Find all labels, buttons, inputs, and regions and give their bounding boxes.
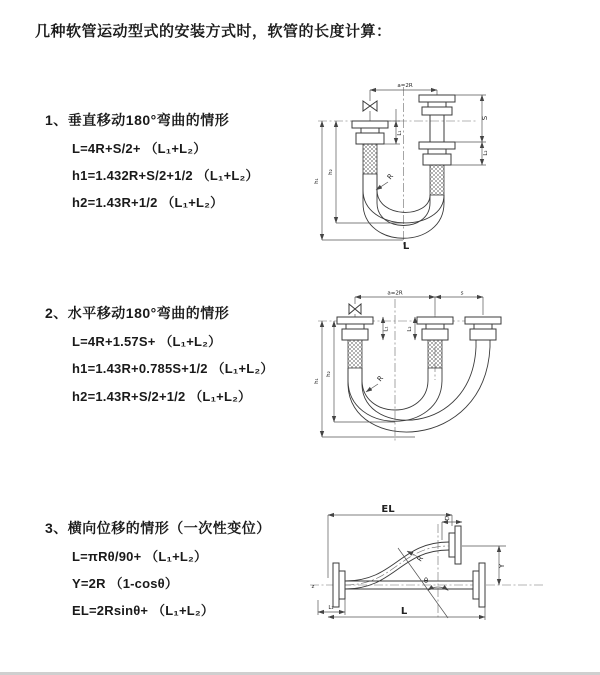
section-3-heading: 3、横向位移的情形（一次性变位） (45, 520, 271, 536)
page-title: 几种软管运动型式的安装方式时，软管的长度计算： (35, 23, 392, 40)
section-3-formula-L: L=πRθ/90+ （L₁+L₂） (72, 549, 208, 564)
right-flange-fitting-upper (419, 95, 455, 142)
radius-label: R (375, 374, 386, 384)
hose-s-curve (345, 542, 449, 589)
dim-label-l: L (400, 606, 408, 617)
radius-label: R (385, 172, 396, 182)
radius-leader-line (376, 182, 388, 190)
section-2-formula-L: L=4R+1.57S+ （L₁+L₂） (72, 334, 222, 349)
left-flange-fitting (337, 317, 373, 368)
dim-label-l1: L₁ (383, 326, 390, 332)
section-2-formula-h2: h2=1.43R+S/2+1/2 （L₁+L₂） (72, 389, 252, 404)
dim-label-el: EL (381, 504, 395, 515)
section-1-heading: 1、垂直移动180°弯曲的情形 (45, 112, 230, 128)
radius-leader-line (366, 384, 378, 392)
section-mark-label: z (311, 584, 315, 590)
left-flange-fitting (352, 121, 388, 174)
valve-icon (349, 304, 361, 314)
right-flange-fitting (465, 317, 501, 340)
section-1-formula-L: L=4R+S/2+ （L₁+L₂） (72, 141, 207, 156)
dim-label-l2: L₂ (407, 326, 413, 332)
dim-label-l1: L₁ (328, 605, 334, 611)
section-2-formula-h1: h1=1.43R+0.785S+1/2 （L₁+L₂） (72, 361, 274, 376)
dim-label-h2: h₂ (326, 371, 332, 377)
dim-label-h1: h₁ (314, 178, 320, 184)
dim-label-s: s (460, 290, 464, 297)
diagram-vertical-move-180 (310, 75, 595, 255)
lower-right-flange (473, 563, 485, 607)
dim-label-h2: h₂ (328, 169, 334, 175)
middle-flange-fitting (417, 317, 453, 368)
section-3-formula-EL: EL=2Rsinθ+ （L₁+L₂） (72, 603, 215, 618)
radius-label: R (415, 554, 426, 564)
diagram-lateral-displacement (300, 500, 595, 645)
dim-label-l2: L₂ (483, 150, 489, 156)
dim-label-span: a=2R (387, 290, 403, 297)
dim-label-span: a=2R (397, 83, 413, 89)
section-1-formula-h1: h1=1.432R+S/2+1/2 （L₁+L₂） (72, 168, 259, 183)
length-label: L (402, 241, 410, 252)
right-flange-fitting-lower (419, 142, 455, 195)
dim-label-l1: L₁ (397, 130, 403, 136)
dim-label-s: S (481, 115, 489, 121)
section-3-formula-Y: Y=2R （1-cosθ） (72, 576, 179, 591)
valve-icon (363, 101, 377, 111)
hose-u-curves (348, 340, 490, 432)
left-flange (333, 563, 345, 607)
section-2-heading: 2、水平移动180°弯曲的情形 (45, 305, 230, 321)
dim-label-y: Y (498, 563, 506, 569)
section-1-formula-h2: h2=1.43R+1/2 （L₁+L₂） (72, 195, 224, 210)
dim-label-h1: h₁ (314, 378, 320, 384)
diagram-horizontal-move-180 (310, 285, 595, 453)
dim-label-l2: L₂ (444, 516, 450, 522)
theta-label: θ (423, 577, 429, 585)
upper-right-flange (449, 526, 461, 564)
